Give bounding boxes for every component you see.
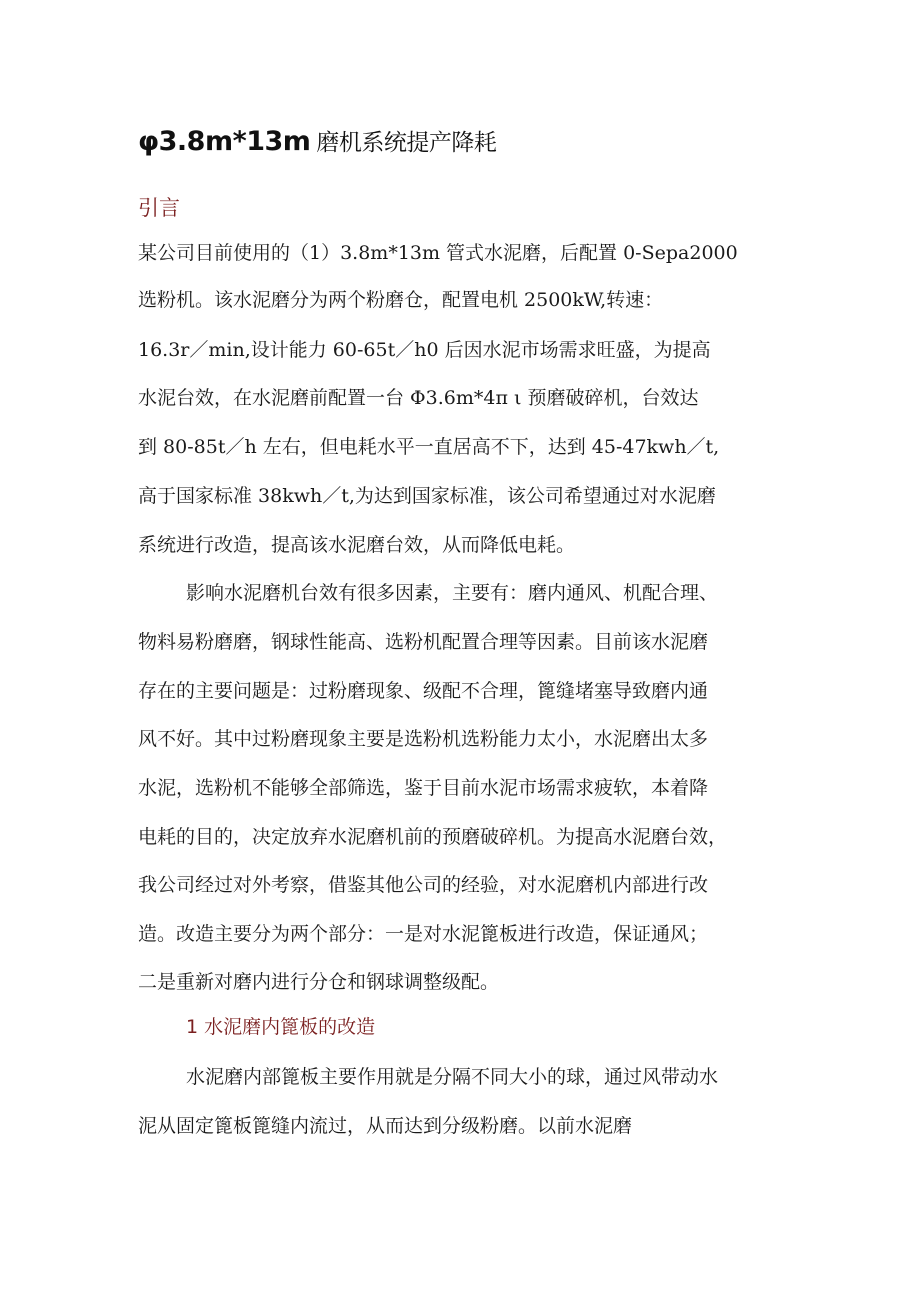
paragraph-line: 水泥磨内部篦板主要作用就是分隔不同大小的球，通过风带动水 [186,1066,719,1088]
paragraph-line: 选粉机。该水泥磨分为两个粉磨仓，配置电机 2500kW,转速： [138,289,664,311]
paragraph-line: 物料易粉磨磨，钢球性能高、选粉机配置合理等因素。目前该水泥磨 [138,631,709,653]
title-prefix: φ3.8m*13m [138,126,311,157]
section-1-heading: 1 水泥磨内篦板的改造 [186,1016,376,1038]
intro-heading: 引言 [138,196,180,220]
title-rest: 磨机系统提产降耗 [316,130,497,156]
paragraph-line: 到 80-85t／h 左右，但电耗水平一直居高不下，达到 45-47kwh／t, [138,436,720,458]
paragraph-line: 二是重新对磨内进行分仓和钢球调整级配。 [138,971,500,993]
paragraph-line: 高于国家标准 38kwh／t,为达到国家标准，该公司希望通过对水泥磨 [138,485,716,507]
paragraph-line: 泥从固定篦板篦缝内流过，从而达到分级粉磨。以前水泥磨 [138,1115,633,1137]
paragraph-line: 水泥，选粉机不能够全部筛选，鉴于目前水泥市场需求疲软，本着降 [138,777,709,799]
paragraph-line: 影响水泥磨机台效有很多因素，主要有：磨内通风、机配合理、 [186,582,719,604]
paragraph-line: 某公司目前使用的（1）3.8m*13m 管式水泥磨，后配置 0-Sepa2000 [138,242,738,264]
paragraph-line: 水泥台效，在水泥磨前配置一台 Φ3.6m*4π ι 预磨破碎机，台效达 [138,387,699,409]
paragraph-line: 存在的主要问题是：过粉磨现象、级配不合理，篦缝堵塞导致磨内通 [138,680,709,702]
paragraph-line: 造。改造主要分为两个部分：一是对水泥篦板进行改造，保证通风； [138,923,709,945]
paragraph-line: 我公司经过对外考察，借鉴其他公司的经验，对水泥磨机内部进行改 [138,874,709,896]
paragraph-line: 电耗的目的，决定放弃水泥磨机前的预磨破碎机。为提高水泥磨台效， [138,826,728,848]
document-title [138,124,496,157]
paragraph-line: 系统进行改造，提高该水泥磨台效，从而降低电耗。 [138,534,576,556]
paragraph-line: 16.3r／min,设计能力 60-65t／h0 后因水泥市场需求旺盛，为提高 [138,339,711,361]
paragraph-line: 风不好。其中过粉磨现象主要是选粉机选粉能力太小，水泥磨出太多 [138,728,709,750]
